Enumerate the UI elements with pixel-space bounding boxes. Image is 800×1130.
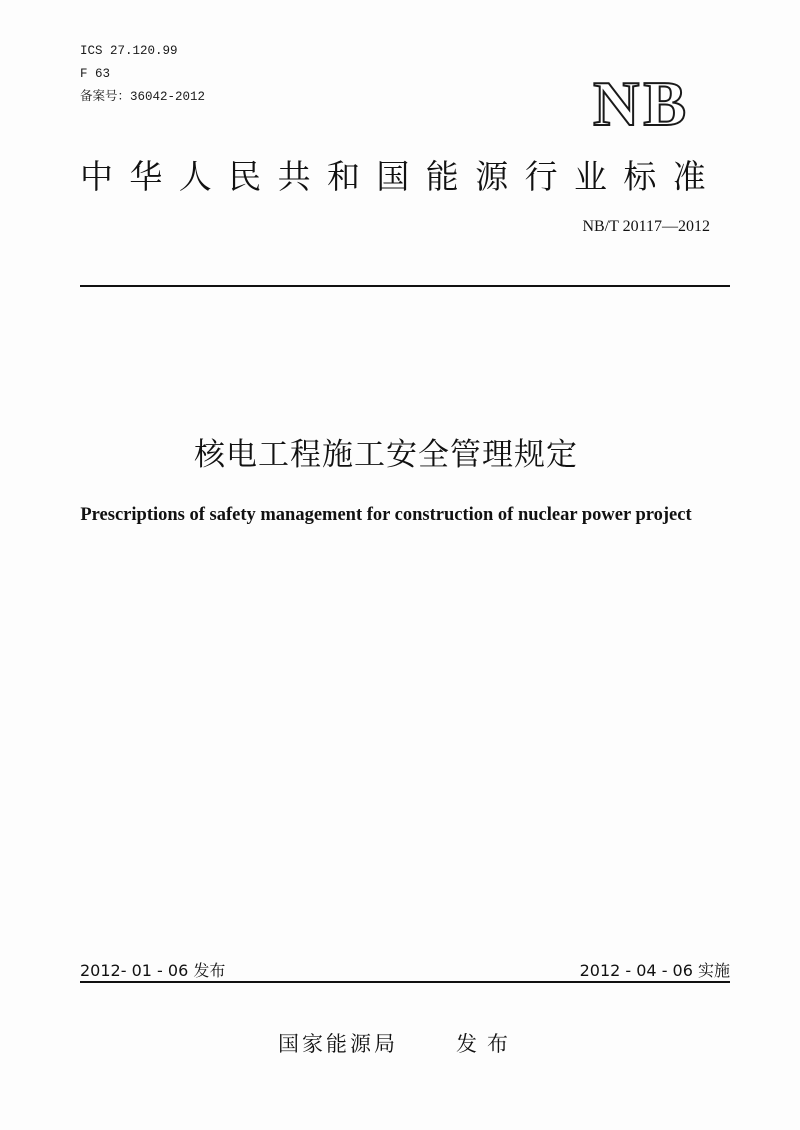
bottom-divider: [80, 981, 730, 983]
classification-block: [80, 40, 205, 109]
class-code: F 63: [80, 67, 111, 81]
standard-code: NB/T 20117—2012: [582, 218, 710, 235]
nb-logo: NB: [593, 68, 690, 139]
filing-number: 备案号：36042-2012: [80, 90, 206, 104]
publisher-name: 国家能源局: [278, 1032, 398, 1056]
publish-label: 发布: [456, 1032, 518, 1056]
document-title-chinese: 核电工程施工安全管理规定: [194, 437, 578, 473]
issue-date: 2012- 01 - 06 发布: [80, 961, 226, 980]
top-divider: [80, 285, 730, 287]
standard-header: 中华人民共和国能源行业标准: [80, 157, 723, 196]
document-title-english: Prescriptions of safety management for construction of nuclear power project: [80, 505, 692, 525]
implementation-date: 2012 - 04 - 06 实施: [579, 961, 730, 980]
ics-code: ICS 27.120.99: [80, 44, 178, 58]
